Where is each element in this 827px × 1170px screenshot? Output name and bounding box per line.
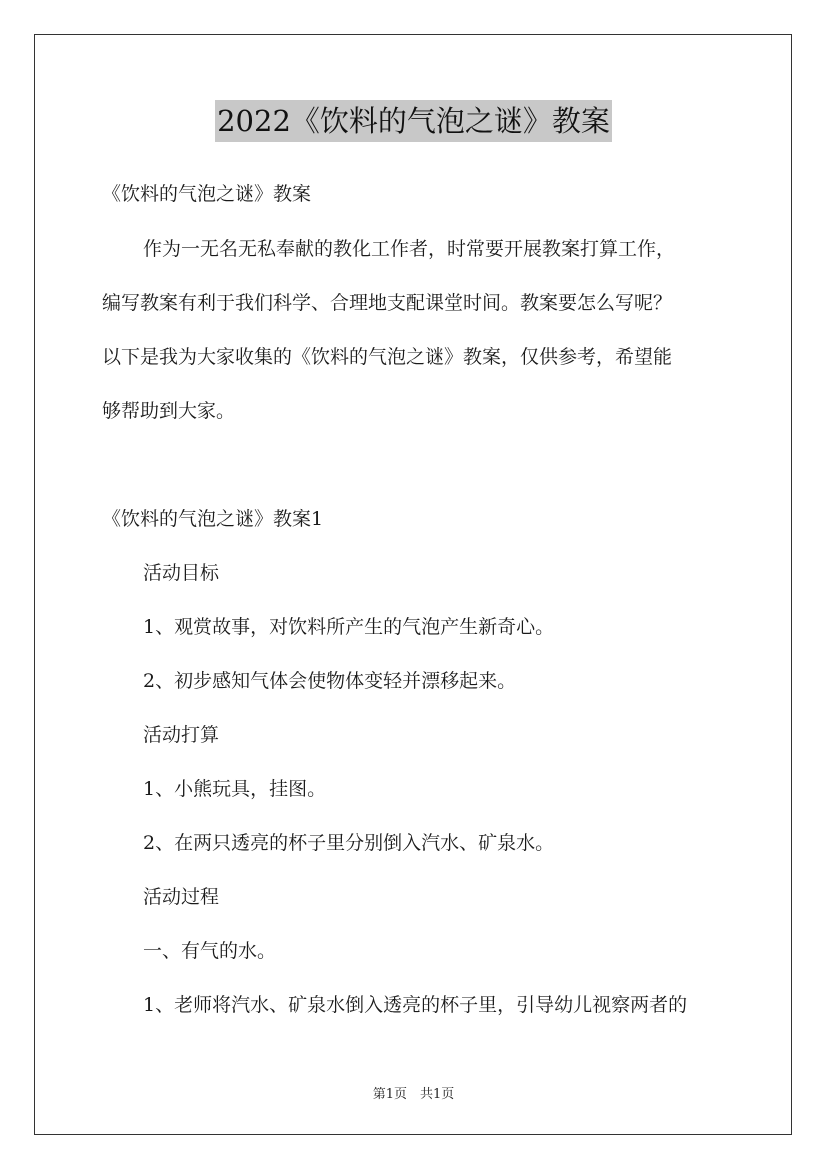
body-line: 活动过程 — [143, 886, 220, 908]
body-line: 活动打算 — [143, 724, 220, 746]
body-line: 1、观赏故事，对饮料所产生的气泡产生新奇心。 — [143, 616, 555, 638]
body-line: 一、有气的水。 — [143, 940, 277, 962]
body-line: 1、老师将汽水、矿泉水倒入透亮的杯子里，引导幼儿视察两者的 — [143, 994, 688, 1016]
body-line: 2、在两只透亮的杯子里分别倒入汽水、矿泉水。 — [143, 832, 555, 854]
intro-line: 编写教案有利于我们科学、合理地支配课堂时间。教案要怎么写呢？ — [102, 292, 673, 314]
intro-line: 作为一无名无私奉献的教化工作者，时常要开展教案打算工作， — [143, 238, 676, 260]
page-footer: 第1页 共1页 — [372, 1087, 455, 1102]
body-line: 2、初步感知气体会使物体变轻并漂移起来。 — [143, 670, 517, 692]
intro-line: 够帮助到大家。 — [102, 400, 236, 422]
title-container — [0, 100, 827, 142]
document-subtitle: 《饮料的气泡之谜》教案 — [102, 183, 312, 205]
intro-line: 以下是我为大家收集的《饮料的气泡之谜》教案，仅供参考，希望能 — [102, 346, 673, 368]
body-line: 活动目标 — [143, 562, 220, 584]
body-line: 1、小熊玩具，挂图。 — [143, 778, 327, 800]
document-title: 2022《饮料的气泡之谜》教案 — [215, 100, 612, 142]
section-heading: 《饮料的气泡之谜》教案1 — [102, 508, 324, 530]
